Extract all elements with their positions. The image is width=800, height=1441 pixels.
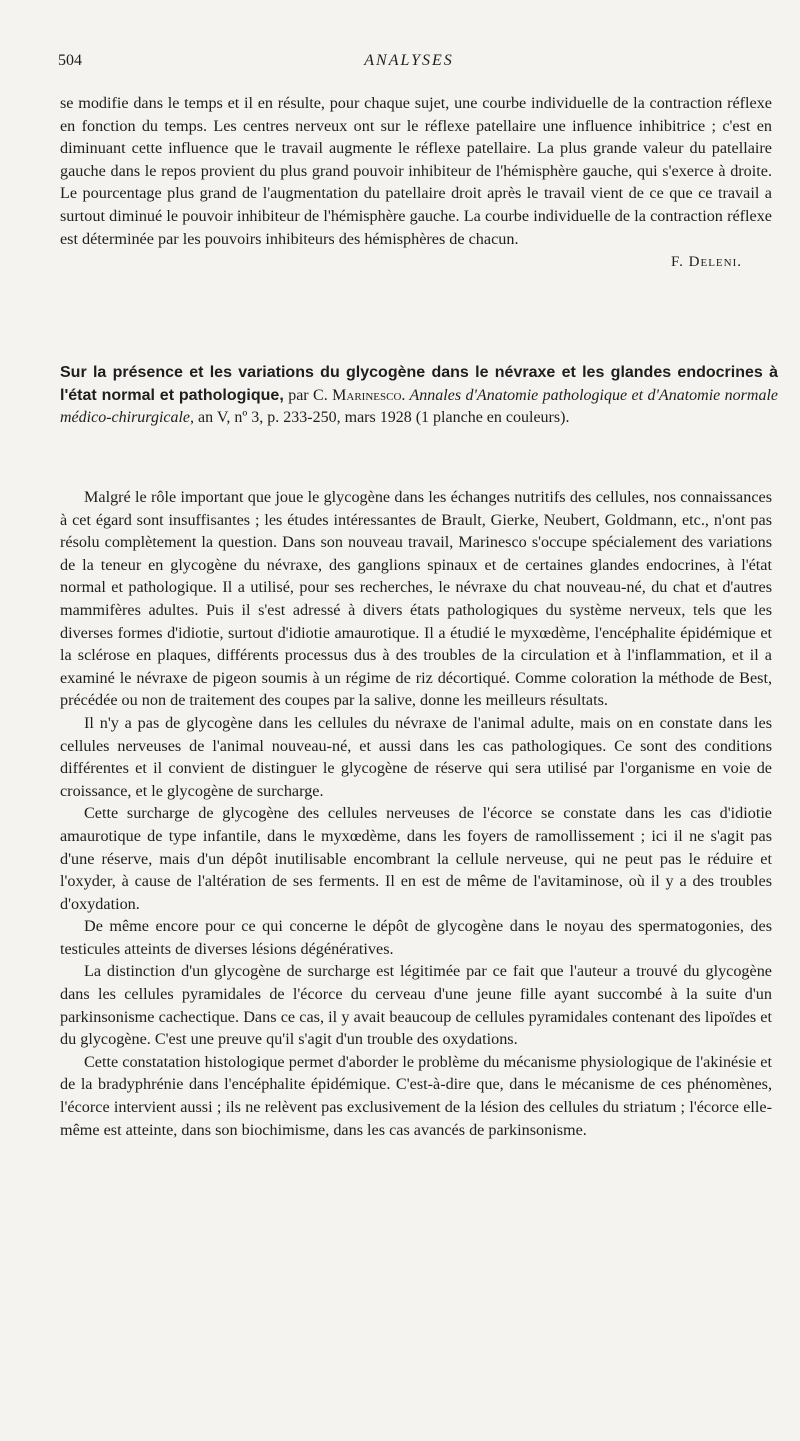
paragraph-5: La distinction d'un glycogène de surcharge est légitimée par ce fait que l'auteur a trouvé du glycogène dans les cellules pyramidales de l'écorce du cerveau d'une jeune fille ayant succombé à la suite d'un parkinsonisme cachectique. Dans ce cas, il y avait beaucoup de cellules pyramidales contenant des lipoïdes et du glycogène. C'est une preuve qu'il s'agit d'un trouble des oxydations. (60, 962, 772, 1049)
article-by: par C. (283, 386, 333, 404)
previous-review-text: se modifie dans le temps et il en résulte, pour chaque sujet, une courbe individuelle de la contraction réflexe en fonction du temps. Les centres nerveux ont sur le réflexe patellaire une influence inhibitrice ; c'est en diminuant cette influence que le travail augmente le réflexe patellaire. La plus grande valeur du patellaire gauche dans le repos provient du plus grand pouvoir inhibiteur de l'hémisphère gauche, qui s'exerce à droite. Le pourcentage plus grand de l'augmentation du patellaire droit après le travail vient de ce que ce travail a surtout diminué le pouvoir inhibiteur de l'hémisphère gauche. La courbe individuelle de la contraction réflexe est déterminée par les pouvoirs inhibiteurs des hémisphères de chacun. (60, 94, 772, 248)
article-body (60, 486, 772, 1141)
article-citation: an V, nº 3, p. 233-250, mars 1928 (1 planche en couleurs). (194, 409, 570, 427)
page-number: 504 (58, 52, 82, 69)
paragraph-2: Il n'y a pas de glycogène dans les cellules du névraxe de l'animal adulte, mais on en constate dans les cellules nerveuses de l'animal nouveau-né, et aussi dans les cas pathologiques. Ce sont des conditions différentes et il convient de distinguer le glycogène de réserve qui sera utilisé par l'organisme en voie de croissance, et le glycogène de surcharge. (60, 713, 772, 800)
article-title: Sur la présence et les variations du glycogène dans le névraxe et les glandes endocrines à l'état normal et pathologique, (60, 364, 778, 404)
article-author: Marinesco. (332, 386, 406, 404)
paragraph-1: Malgré le rôle important que joue le glycogène dans les échanges nutritifs des cellules, nos connaissances à cet égard sont insuffisantes ; les études intéressantes de Brault, Gierke, Neubert, Goldmann, etc., n'ont pas résolu complètement la question. Dans son nouveau travail, Marinesco s'occupe spécialement des variations de la teneur en glycogène du névraxe, des ganglions spinaux et de certaines glandes endocrines, à l'état normal et pathologique. Il a utilisé, pour ses recherches, le névraxe du chat nouveau-né, du chat et d'autres mammifères adultes. Puis il s'est adressé à divers états pathologiques du système nerveux, tels que les diverses formes d'idiotie, surtout d'idiotie amaurotique. Il a étudié le myxœdème, l'encéphalite épidémique et la sclérose en plaques, différents processus dus à des troubles de la circulation et à l'inflammation, et il a examiné le névraxe de pigeon soumis à un régime de riz décortiqué. Comme coloration la méthode de Best, précédée ou non de traitement des coupes par la salive, donne les meilleurs résultats. (60, 488, 772, 710)
paragraph-4: De même encore pour ce qui concerne le dépôt de glycogène dans le noyau des spermatogonies, des testicules atteints de diverses lésions dégénératives. (60, 917, 772, 958)
article-heading (60, 362, 778, 430)
paragraph-3: Cette surcharge de glycogène des cellules nerveuses de l'écorce se constate dans les cas d'idiotie amaurotique de type infantile, dans le myxœdème, dans les foyers de ramollissement ; ici il ne s'agit pas d'une réserve, mais d'un dépôt inutilisable encombrant la cellule nerveuse, qui ne peut pas le réduire et l'oxyder, à cause de l'altération de ses ferments. Il en est de même de l'avitaminose, où il y a des troubles d'oxydation. (60, 804, 772, 913)
paragraph-6: Cette constatation histologique permet d'aborder le problème du mécanisme physiologique de l'akinésie et de la bradyphrénie dans l'encéphalite épidémique. C'est-à-dire que, dans le mécanisme de ces phénomènes, l'écorce intervient aussi ; ils ne relèvent pas exclusivement de la lésion des cellules du striatum ; l'écorce elle-même est atteinte, dans son biochimisme, dans les cas avancés de parkinsonisme. (60, 1052, 772, 1139)
previous-review (60, 92, 772, 271)
review-signature: F. Deleni. (671, 254, 742, 271)
running-title: ANALYSES (364, 52, 454, 69)
article-journal: Annales d'Anatomie pathologique et d'Anatomie normale médico-chirurgicale, (60, 386, 778, 427)
running-head (58, 52, 760, 76)
